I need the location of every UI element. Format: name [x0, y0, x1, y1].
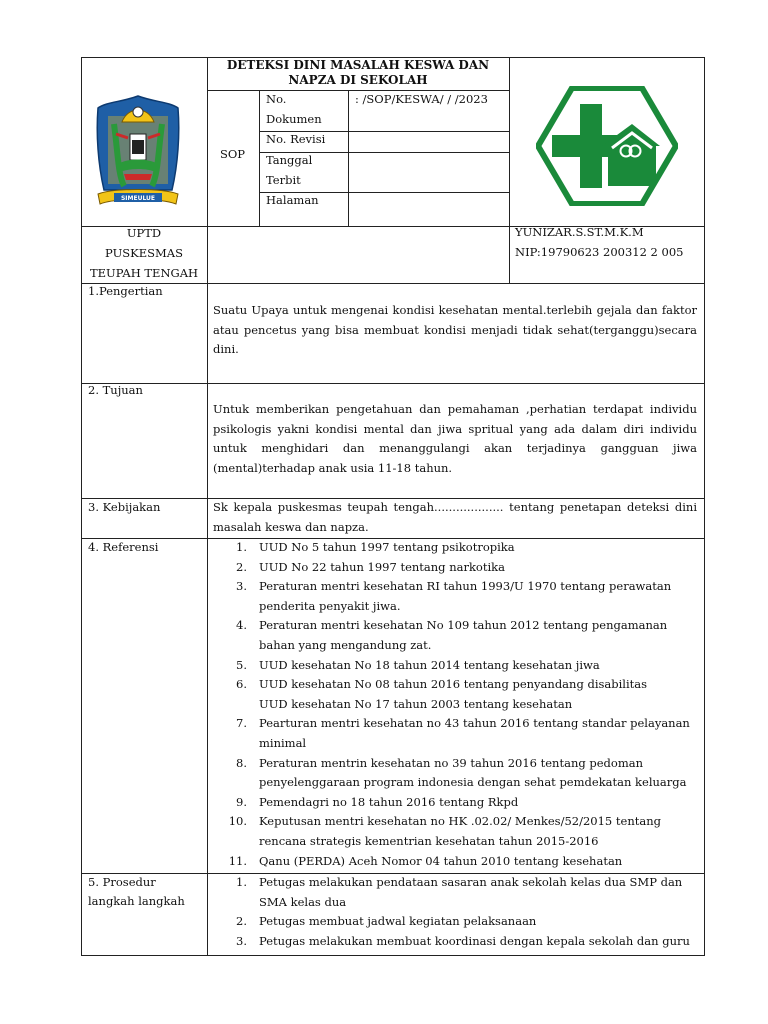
- simeulue-regency-logo: [94, 94, 182, 210]
- list-item-continuation: SMA kelas dua: [259, 894, 347, 909]
- section-label-tujuan: 2. Tujuan: [88, 383, 143, 397]
- list-item-number: 1.: [236, 540, 247, 554]
- list-item-continuation: minimal: [259, 735, 307, 750]
- list-item-text: UUD kesehatan No 18 tahun 2014 tentang kesehatan jiwa: [259, 657, 600, 672]
- list-item-text: Peraturan mentri kesehatan RI tahun 1993/U 1970 tentang perawatan: [259, 579, 672, 594]
- list-item-text: Pearturan mentri kesehatan no 43 tahun 2016 tentang standar pelayanan: [259, 716, 690, 731]
- list-item-number: 2.: [236, 914, 247, 929]
- list-item: [209, 793, 699, 813]
- list-item-text: Qanu (PERDA) Aceh Nomor 04 tahun 2010 tentang kesehatan: [259, 853, 623, 868]
- prosedur-list: [209, 873, 699, 951]
- list-item-continuation: rencana strategis kementrian kesehatan tahun 2015-2016: [259, 833, 599, 848]
- document-title: DETEKSI DINI MASALAH KESWA DAN NAPZA DI SEKOLAH: [226, 58, 490, 87]
- list-item-text: Petugas melakukan membuat koordinasi dengan kepala sekolah dan guru: [259, 933, 690, 948]
- list-item-number: 6.: [236, 677, 247, 692]
- section-label-prosedur: 5. Prosedur: [88, 875, 156, 889]
- field-label-halaman: Halaman: [266, 193, 319, 207]
- signer-name: YUNIZAR.S.ST.M.K.M: [515, 225, 644, 239]
- list-item: [209, 538, 699, 558]
- org-name: UPTD PUSKESMAS TEUPAH TENGAH: [89, 226, 199, 280]
- field-value-no-dokumen: : /SOP/KESWA/ / /2023: [355, 92, 488, 106]
- list-item-continuation: UUD kesehatan No 17 tahun 2003 tentang kesehatan: [259, 696, 573, 711]
- logo-caption: SIMEULUE: [120, 195, 156, 202]
- list-item-continuation: bahan yang mengandung zat.: [259, 637, 432, 652]
- list-item-number: 10.: [228, 814, 247, 829]
- section-text-pengertian: Suatu Upaya untuk mengenai kondisi kesehatan mental.terlebih gejala dan faktor atau pencetus yang bisa membuat kondisi menjadi tidak sehat(terganggu)secara dini.: [213, 303, 697, 357]
- section-label-pengertian: 1.Pengertian: [88, 284, 163, 298]
- referensi-list: [209, 538, 699, 871]
- signer-nip: NIP:19790623 200312 2 005: [515, 245, 684, 259]
- section-label-referensi: 4. Referensi: [88, 540, 159, 554]
- section-text-kebijakan: Sk kepala puskesmas teupah tengah................... tentang penetapan deteksi dini masalah keswa dan napza.: [213, 500, 697, 534]
- list-item: [209, 852, 699, 872]
- field-label-no-dokumen: No. Dokumen: [266, 92, 322, 126]
- list-item-number: 7.: [236, 716, 247, 731]
- list-item: [209, 577, 699, 616]
- list-item: [209, 714, 699, 753]
- list-item-text: UUD No 22 tahun 1997 tentang narkotika: [259, 559, 505, 574]
- list-item-text: Keputusan mentri kesehatan no HK .02.02/ Menkes/52/2015 tentang: [259, 814, 661, 829]
- list-item-number: 3.: [236, 579, 247, 594]
- list-item-text: Petugas membuat jadwal kegiatan pelaksanaan: [259, 914, 537, 929]
- list-item: [209, 754, 699, 793]
- list-item-text: Peraturan mentri kesehatan No 109 tahun 2012 tentang pengamanan: [259, 618, 668, 633]
- list-item-number: 3.: [236, 933, 247, 948]
- list-item-continuation: penyelenggaraan program indonesia dengan sehat pemdekatan keluarga: [259, 775, 687, 790]
- field-label-tanggal-terbit: Tanggal Terbit: [266, 153, 313, 187]
- field-label-no-revisi: No. Revisi: [266, 132, 326, 146]
- list-item: [209, 656, 699, 676]
- section-text-tujuan: Untuk memberikan pengetahuan dan pemahaman ,perhatian terdapat individu psikologis yakni kondisi mental dan jiwa spritual yang ada dalam diri individu untuk menghidari dan menanggulangi akan terjadinya gangguan jiwa (mental)terhadap anak usia 11-18 tahun.: [213, 402, 697, 475]
- list-item: [209, 675, 699, 714]
- list-item-number: 11.: [228, 853, 247, 868]
- list-item: [209, 873, 699, 912]
- list-item-number: 5.: [236, 657, 247, 672]
- list-item: [209, 912, 699, 932]
- list-item: [209, 932, 699, 952]
- list-item-continuation: penderita penyakit jiwa.: [259, 598, 401, 613]
- list-item-text: Pemendagri no 18 tahun 2016 tentang Rkpd: [259, 794, 519, 809]
- list-item: [209, 812, 699, 851]
- section-label-prosedur-2: langkah langkah: [88, 894, 185, 908]
- list-item-text: Petugas melakukan pendataan sasaran anak sekolah kelas dua SMP dan: [259, 875, 683, 889]
- list-item-text: UUD No 5 tahun 1997 tentang psikotropika: [259, 540, 515, 554]
- list-item-number: 9.: [236, 794, 247, 809]
- section-label-kebijakan: 3. Kebijakan: [88, 500, 161, 514]
- list-item: [209, 558, 699, 578]
- puskesmas-logo: [536, 86, 678, 206]
- sop-label: SOP: [220, 147, 246, 161]
- list-item-number: 8.: [236, 755, 247, 770]
- list-item-number: 2.: [236, 559, 247, 574]
- list-item-text: Peraturan mentrin kesehatan no 39 tahun 2016 tentang pedoman: [259, 755, 643, 770]
- list-item-number: 1.: [236, 875, 247, 889]
- list-item: [209, 616, 699, 655]
- list-item-number: 4.: [236, 618, 247, 633]
- list-item-text: UUD kesehatan No 08 tahun 2016 tentang penyandang disabilitas: [259, 677, 648, 692]
